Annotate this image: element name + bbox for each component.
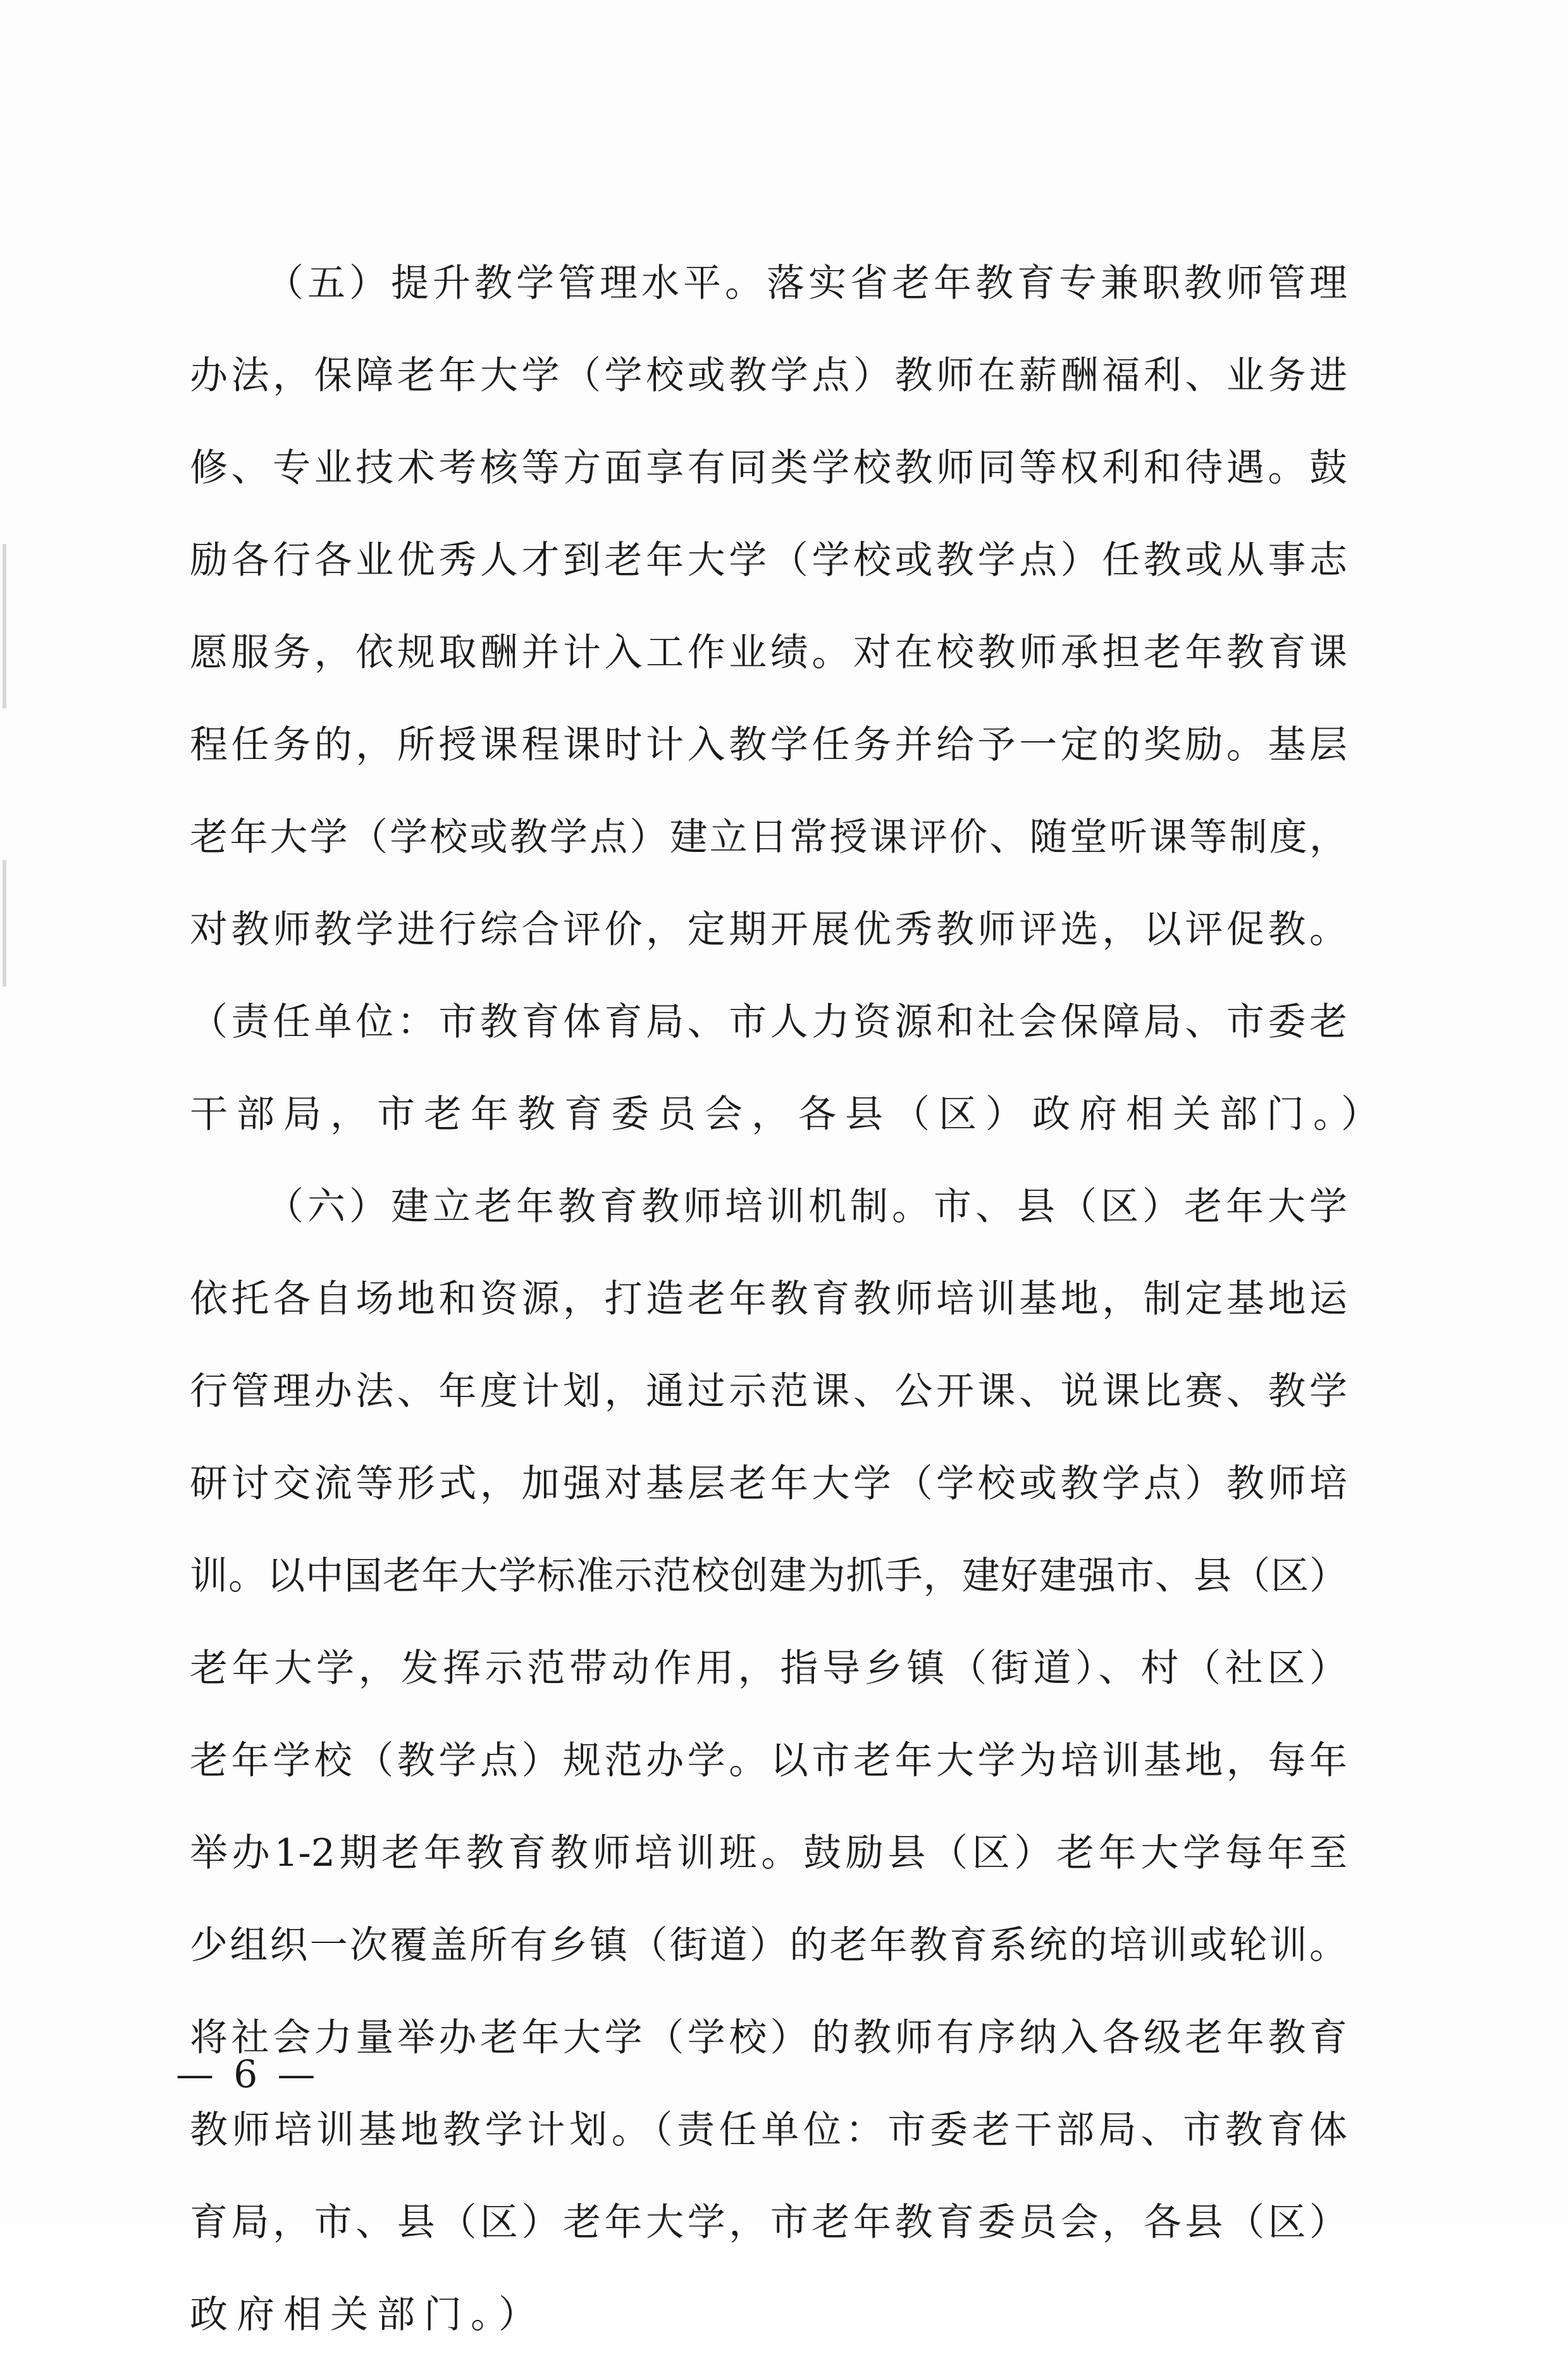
text-line: 依托各自场地和资源，打造老年教育教师培训基地，制定基地运 xyxy=(190,1277,1347,1321)
text-line: （责任单位：市教育体育局、市人力资源和社会保障局、市委老 xyxy=(190,1000,1347,1044)
text-line: 老年学校（教学点）规范办学。以市老年大学为培训基地，每年 xyxy=(190,1739,1347,1783)
scan-edge-mark xyxy=(3,860,6,987)
text-line: 励各行各业优秀人才到老年大学（学校或教学点）任教或从事志 xyxy=(190,538,1347,583)
text-line: 训。以中国老年大学标准示范校创建为抓手，建好建强市、县（区） xyxy=(190,1554,1347,1598)
text-line: 政府相关部门。） xyxy=(190,2293,545,2337)
paragraph-6 xyxy=(190,1161,1347,2361)
text-line: 老年大学（学校或教学点）建立日常授课评价、随堂听课等制度， xyxy=(190,815,1347,860)
text-line: （六）建立老年教育教师培训机制。市、县（区）老年大学 xyxy=(266,1185,1347,1229)
text-line: 教师培训基地教学计划。（责任单位：市委老干部局、市教育体 xyxy=(190,2108,1347,2152)
text-line: 程任务的，所授课程课时计入教学任务并给予一定的奖励。基层 xyxy=(190,723,1347,767)
paragraph-5 xyxy=(190,237,1388,1161)
scan-edge-mark xyxy=(3,544,6,708)
text-line: 办法，保障老年大学（学校或教学点）教师在薪酬福利、业务进 xyxy=(190,354,1347,398)
text-line: （五）提升教学管理水平。落实省老年教育专兼职教师管理 xyxy=(266,261,1347,305)
text-line: 举办1-2期老年教育教师培训班。鼓励县（区）老年大学每年至 xyxy=(190,1831,1347,1875)
text-line: 行管理办法、年度计划，通过示范课、公开课、说课比赛、教学 xyxy=(190,1369,1347,1414)
text-line: 愿服务，依规取酬并计入工作业绩。对在校教师承担老年教育课 xyxy=(190,631,1347,675)
page-number: — 6 — xyxy=(176,2052,319,2097)
text-line: 对教师教学进行综合评价，定期开展优秀教师评选，以评促教。 xyxy=(190,908,1347,952)
text-line: 老年大学，发挥示范带动作用，指导乡镇（街道）、村（社区） xyxy=(190,1646,1347,1691)
text-line: 研讨交流等形式，加强对基层老年大学（学校或教学点）教师培 xyxy=(190,1462,1347,1506)
text-line: 育局，市、县（区）老年大学，市老年教育委员会，各县（区） xyxy=(190,2200,1347,2245)
text-line: 少组织一次覆盖所有乡镇（街道）的老年教育系统的培训或轮训。 xyxy=(190,1923,1347,1968)
text-line: 干部局，市老年教育委员会，各县（区）政府相关部门。） xyxy=(190,1092,1388,1137)
text-line: 修、专业技术考核等方面享有同类学校教师同等权利和待遇。鼓 xyxy=(190,446,1347,490)
document-body xyxy=(190,237,1388,2361)
text-line: 将社会力量举办老年大学（学校）的教师有序纳入各级老年教育 xyxy=(190,2016,1347,2060)
